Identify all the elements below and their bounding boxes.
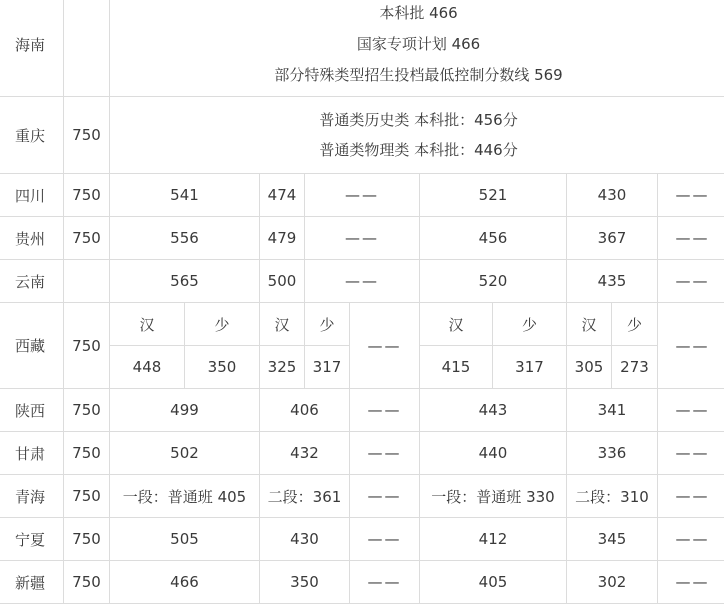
score-cell: 448 <box>110 346 185 389</box>
score-cell: —— <box>658 260 724 303</box>
score-cell: 440 <box>420 432 567 475</box>
table-row-shaanxi <box>0 389 724 432</box>
total-score-cell: 750 <box>64 97 110 174</box>
province-cell: 青海 <box>0 475 64 518</box>
province-cell: 云南 <box>0 260 64 303</box>
table-row-sichuan <box>0 174 724 217</box>
table-row-qinghai <box>0 475 724 518</box>
score-cell: 305 <box>567 346 612 389</box>
score-cell: 415 <box>420 346 493 389</box>
score-cell: 474 <box>260 174 305 217</box>
score-cell: 341 <box>567 389 658 432</box>
province-cell: 西藏 <box>0 303 64 389</box>
score-cell: 466 <box>110 561 260 604</box>
score-cell: —— <box>350 518 420 561</box>
score-cell: 317 <box>305 346 350 389</box>
total-score-cell: 750 <box>64 174 110 217</box>
score-cell: 367 <box>567 217 658 260</box>
score-cell: —— <box>658 561 724 604</box>
note-line: 本科批 466 <box>379 4 458 22</box>
ethnic-label-cell: 少 <box>612 303 658 346</box>
score-cell: —— <box>305 174 420 217</box>
ethnic-label-cell: 汉 <box>567 303 612 346</box>
score-cell: 500 <box>260 260 305 303</box>
note-line: 普通类物理类 本科批：446分 <box>319 141 518 159</box>
score-cell: 432 <box>260 432 350 475</box>
score-cell: —— <box>658 432 724 475</box>
province-cell: 甘肃 <box>0 432 64 475</box>
merged-notes-cell <box>110 0 724 97</box>
score-cell: 二段：310 <box>567 475 658 518</box>
note-line: 国家专项计划 466 <box>356 35 481 53</box>
score-cell: —— <box>658 518 724 561</box>
score-cell: 556 <box>110 217 260 260</box>
ethnic-label-cell: 少 <box>493 303 567 346</box>
score-cell: 302 <box>567 561 658 604</box>
score-cell: —— <box>658 475 724 518</box>
score-cell: 435 <box>567 260 658 303</box>
score-cell: 443 <box>420 389 567 432</box>
merged-notes-cell <box>110 97 724 174</box>
total-score-cell: 750 <box>64 561 110 604</box>
province-cell: 新疆 <box>0 561 64 604</box>
score-cell: 二段：361 <box>260 475 350 518</box>
province-cell: 四川 <box>0 174 64 217</box>
score-cell: 430 <box>567 174 658 217</box>
score-cell: 502 <box>110 432 260 475</box>
score-cell: 325 <box>260 346 305 389</box>
note-line: 普通类历史类 本科批：456分 <box>319 111 518 129</box>
score-cell: 317 <box>493 346 567 389</box>
score-cell: 405 <box>420 561 567 604</box>
score-cell: 430 <box>260 518 350 561</box>
score-cell: 350 <box>260 561 350 604</box>
score-cell: 350 <box>185 346 260 389</box>
score-cell: —— <box>658 174 724 217</box>
ethnic-label-cell: 汉 <box>260 303 305 346</box>
score-cell: 479 <box>260 217 305 260</box>
table-row-yunnan <box>0 260 724 303</box>
score-cell: 505 <box>110 518 260 561</box>
ethnic-label-cell: 少 <box>185 303 260 346</box>
table-row-ningxia <box>0 518 724 561</box>
score-cell: 345 <box>567 518 658 561</box>
total-score-cell: 750 <box>64 518 110 561</box>
total-score-cell: 750 <box>64 432 110 475</box>
province-cell: 重庆 <box>0 97 64 174</box>
total-score-cell: 750 <box>64 303 110 389</box>
score-cell: —— <box>658 217 724 260</box>
score-cell: —— <box>350 475 420 518</box>
score-cell: 521 <box>420 174 567 217</box>
table-row-guizhou <box>0 217 724 260</box>
note-line: 部分特殊类型招生投档最低控制分数线 569 <box>274 66 563 84</box>
total-score-cell <box>64 260 110 303</box>
score-cell: —— <box>305 217 420 260</box>
total-score-cell <box>64 0 110 97</box>
score-cell: —— <box>350 389 420 432</box>
score-cell: 一段：普通班 330 <box>420 475 567 518</box>
province-cell: 陕西 <box>0 389 64 432</box>
score-cell: 499 <box>110 389 260 432</box>
province-cell: 宁夏 <box>0 518 64 561</box>
score-cell: 336 <box>567 432 658 475</box>
total-score-cell: 750 <box>64 217 110 260</box>
score-cell: 541 <box>110 174 260 217</box>
score-cell: —— <box>350 561 420 604</box>
total-score-cell: 750 <box>64 389 110 432</box>
table-row-chongqing <box>0 97 724 174</box>
ethnic-label-cell: 汉 <box>420 303 493 346</box>
ethnic-label-cell: 少 <box>305 303 350 346</box>
score-cell: —— <box>305 260 420 303</box>
score-cell: —— <box>658 389 724 432</box>
table-row-tibet-header <box>0 303 724 346</box>
score-cell: 273 <box>612 346 658 389</box>
score-cell: 456 <box>420 217 567 260</box>
total-score-cell: 750 <box>64 475 110 518</box>
score-cell: —— <box>350 432 420 475</box>
province-cell: 海南 <box>0 0 64 97</box>
table-row-hainan <box>0 0 724 97</box>
score-cell: 565 <box>110 260 260 303</box>
score-cell: —— <box>350 303 420 389</box>
score-cell: —— <box>658 303 724 389</box>
table-row-xinjiang <box>0 561 724 604</box>
score-cell: 520 <box>420 260 567 303</box>
ethnic-label-cell: 汉 <box>110 303 185 346</box>
score-cell: 一段：普通班 405 <box>110 475 260 518</box>
table-row-gansu <box>0 432 724 475</box>
score-cell: 412 <box>420 518 567 561</box>
province-cell: 贵州 <box>0 217 64 260</box>
score-cell: 406 <box>260 389 350 432</box>
